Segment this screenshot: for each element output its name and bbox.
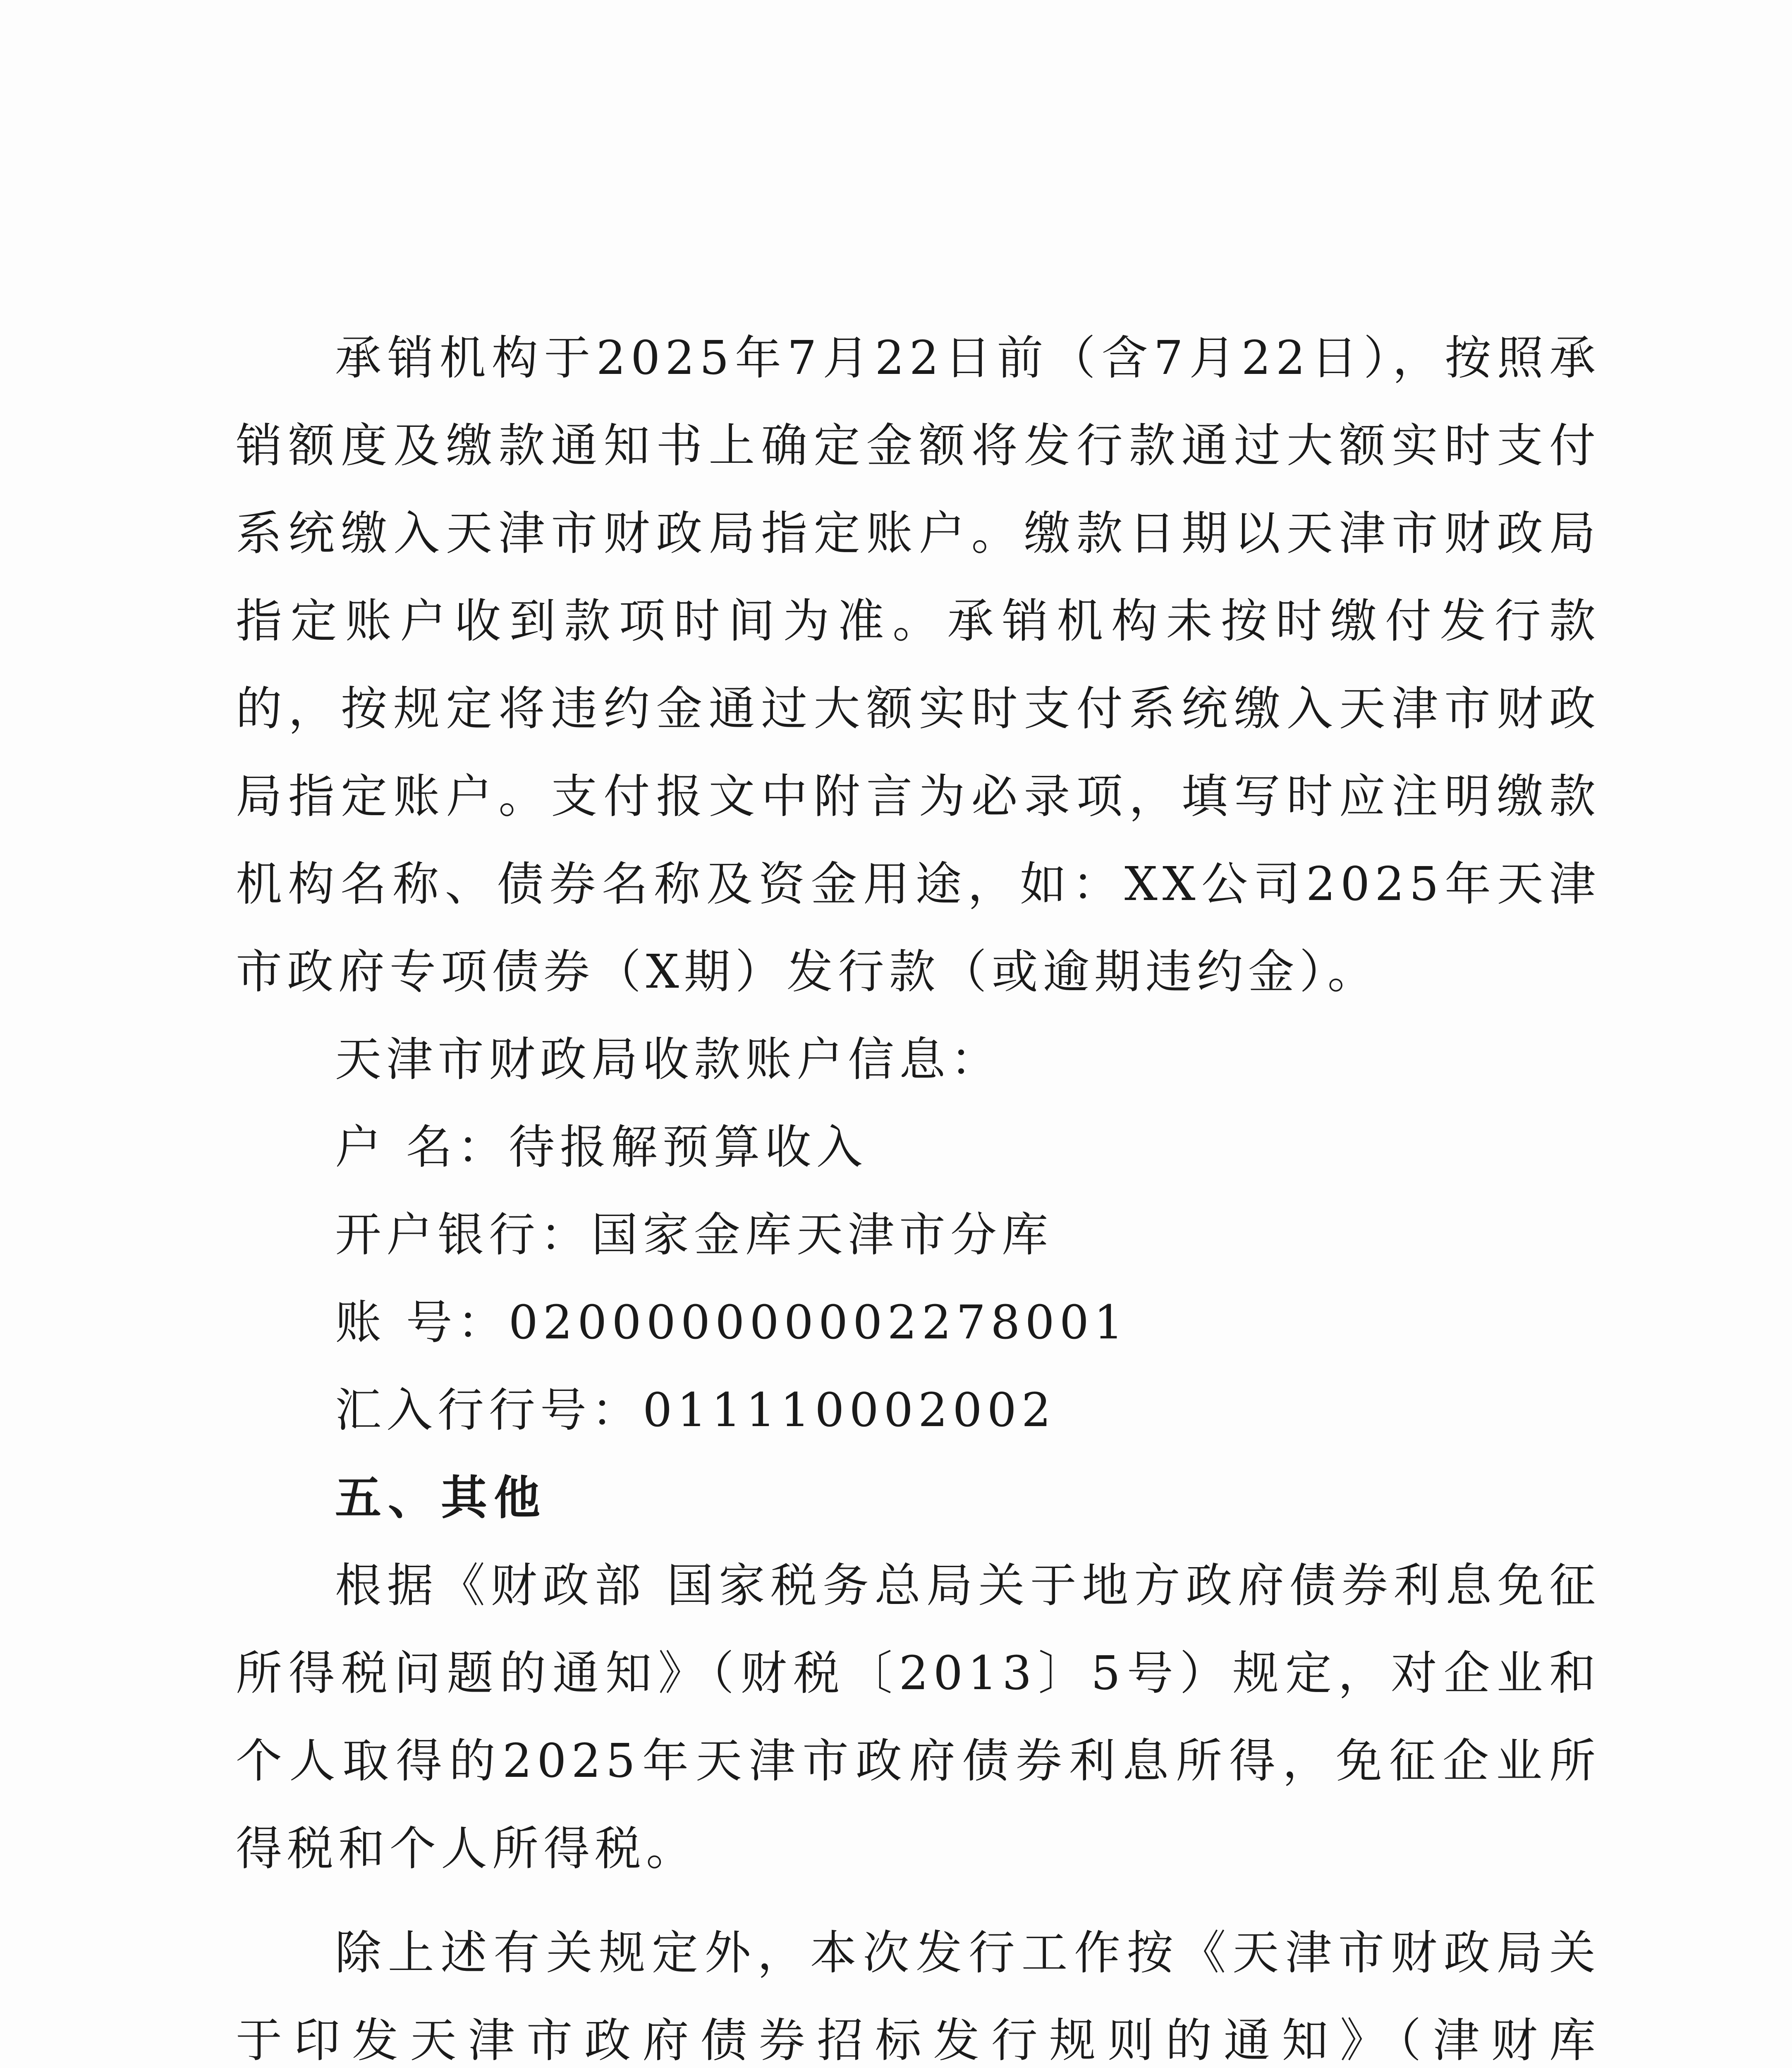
account-number: 账 号：020000000002278001	[335, 1296, 1129, 1350]
account-info-title: 天津市财政局收款账户信息：	[335, 1033, 1002, 1087]
account-name: 户 名：待报解预算收入	[335, 1120, 868, 1174]
section-heading-other: 五、其他	[335, 1471, 547, 1525]
payment-paragraph: 承销机构于2025年7月22日前（含7月22日），按照承销额度及缴款通知书上确定金额将发行款通过大额实时支付系统缴入天津市财政局指定账户。缴款日期以天津市财政局指定账户收到款项时间为准。承销机构未按时缴付发行款的，按规定将违约金通过大额实时支付系统缴入天津市财政局指定账户。支付报文中附言为必录项，填写时应注明缴款机构名称、债券名称及资金用途，如：XX公司2025年天津市政府专项债券（X期）发行款（或逾期违约金）。	[236, 331, 1601, 999]
execution-rules-paragraph: 除上述有关规定外，本次发行工作按《天津市财政局关于印发天津市政府债券招标发行规则的通知》（津财库	[236, 1926, 1601, 2068]
document-body	[236, 314, 1601, 2068]
tax-exemption-paragraph: 根据《财政部 国家税务总局关于地方政府债券利息免征所得税问题的通知》（财税〔2013〕5号）规定，对企业和个人取得的2025年天津市政府债券利息所得，免征企业所得税和个人所得税。	[236, 1559, 1601, 1876]
account-routing-number: 汇入行行号：011110002002	[335, 1383, 1056, 1437]
account-bank: 开户银行：国家金库天津市分库	[335, 1208, 1053, 1262]
